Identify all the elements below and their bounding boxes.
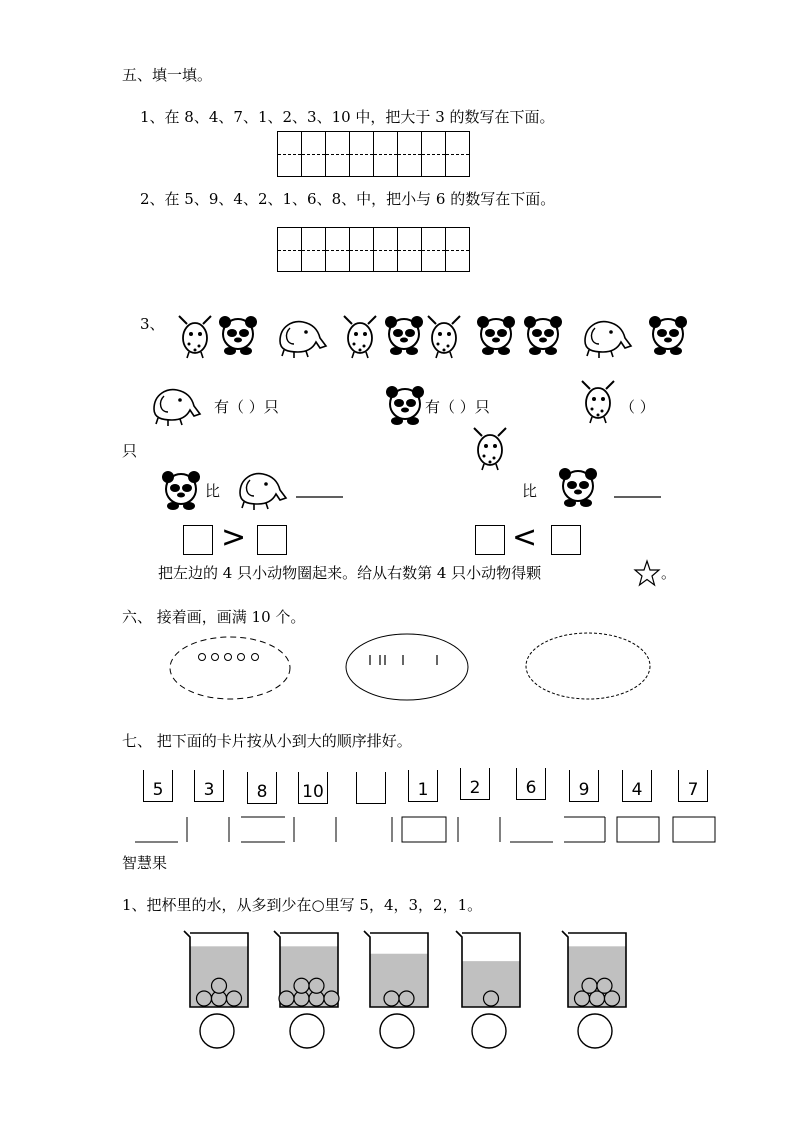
beaker-icon	[184, 931, 248, 1007]
section6-heading: 六、 接着画，画满 10 个。	[122, 608, 306, 626]
question-2: 2、在 5、9、4、2、1、6、8、中，把小与 6 的数写在下面。	[140, 190, 556, 208]
ball	[597, 978, 612, 993]
ball	[324, 991, 339, 1006]
answer-circle[interactable]	[472, 1014, 506, 1048]
card-value: 8	[256, 782, 268, 802]
ball	[279, 991, 294, 1006]
ball	[212, 978, 227, 993]
number-card[interactable]	[247, 772, 277, 804]
compare-box-1[interactable]	[183, 525, 213, 555]
ball	[294, 978, 309, 993]
question-3-number: 3、	[140, 315, 165, 333]
number-card[interactable]	[408, 770, 438, 802]
number-card[interactable]	[622, 770, 652, 802]
star-icon	[634, 560, 660, 586]
card-value: 10	[302, 782, 324, 802]
compare-box-2[interactable]	[257, 525, 287, 555]
number-card[interactable]	[194, 770, 224, 802]
star-suffix: 。	[661, 564, 677, 582]
number-card[interactable]	[298, 772, 328, 804]
ball	[227, 991, 242, 1006]
card-value: 3	[203, 780, 215, 800]
card-value: 7	[687, 780, 699, 800]
section5-heading: 五、填一填。	[122, 66, 213, 84]
number-card[interactable]	[460, 768, 490, 800]
compare-word-2: 比	[522, 482, 538, 500]
ball	[309, 978, 324, 993]
compare-box-4[interactable]	[551, 525, 581, 555]
number-card[interactable]	[516, 768, 546, 800]
card-value: 4	[631, 780, 643, 800]
card-value: 1	[417, 780, 429, 800]
ball	[399, 991, 414, 1006]
card-value: 9	[578, 780, 590, 800]
card-value: 6	[525, 778, 537, 798]
answer-circle[interactable]	[380, 1014, 414, 1048]
answer-circle[interactable]	[578, 1014, 612, 1048]
beaker-icon	[274, 931, 339, 1007]
ball	[384, 991, 399, 1006]
answer-grid-1[interactable]	[277, 131, 470, 177]
bonus-heading: 智慧果	[122, 854, 168, 872]
beaker-icon	[364, 931, 428, 1007]
answer-circle[interactable]	[290, 1014, 324, 1048]
number-card[interactable]	[678, 770, 708, 802]
ball	[197, 991, 212, 1006]
beaker-icon	[456, 931, 520, 1007]
count-deer-unit: 只	[122, 442, 138, 460]
question-1: 1、在 8、4、7、1、2、3、10 中，把大于 3 的数写在下面。	[140, 108, 555, 126]
less-than-sign: <	[512, 520, 538, 555]
count-panda-text: 有（ ）只	[425, 398, 490, 416]
number-card[interactable]	[569, 770, 599, 802]
compare-word-1: 比	[205, 482, 221, 500]
circle-instruction: 把左边的 4 只小动物圈起来。给从右数第 4 只小动物得颗	[158, 564, 542, 582]
bonus-question-1: 1、把杯里的水，从多到少在○里写 5，4，3，2，1。	[122, 896, 483, 914]
count-deer-text: （ ）	[620, 398, 655, 416]
answer-circle[interactable]	[200, 1014, 234, 1048]
greater-than-sign: >	[221, 520, 247, 555]
drawing-ovals[interactable]	[0, 630, 793, 730]
compare-box-3[interactable]	[475, 525, 505, 555]
answer-grid-2[interactable]	[277, 227, 470, 272]
number-card[interactable]	[356, 772, 386, 804]
beaker-icon	[562, 931, 626, 1007]
card-value: 2	[469, 778, 481, 798]
card-value: 5	[152, 780, 164, 800]
count-elephant-text: 有（ ）只	[214, 398, 279, 416]
ball	[582, 978, 597, 993]
cups-area	[0, 925, 793, 1055]
number-card[interactable]	[143, 770, 173, 802]
ordering-answer-row[interactable]	[0, 812, 793, 852]
section7-heading: 七、 把下面的卡片按从小到大的顺序排好。	[122, 732, 412, 750]
ball	[484, 991, 499, 1006]
